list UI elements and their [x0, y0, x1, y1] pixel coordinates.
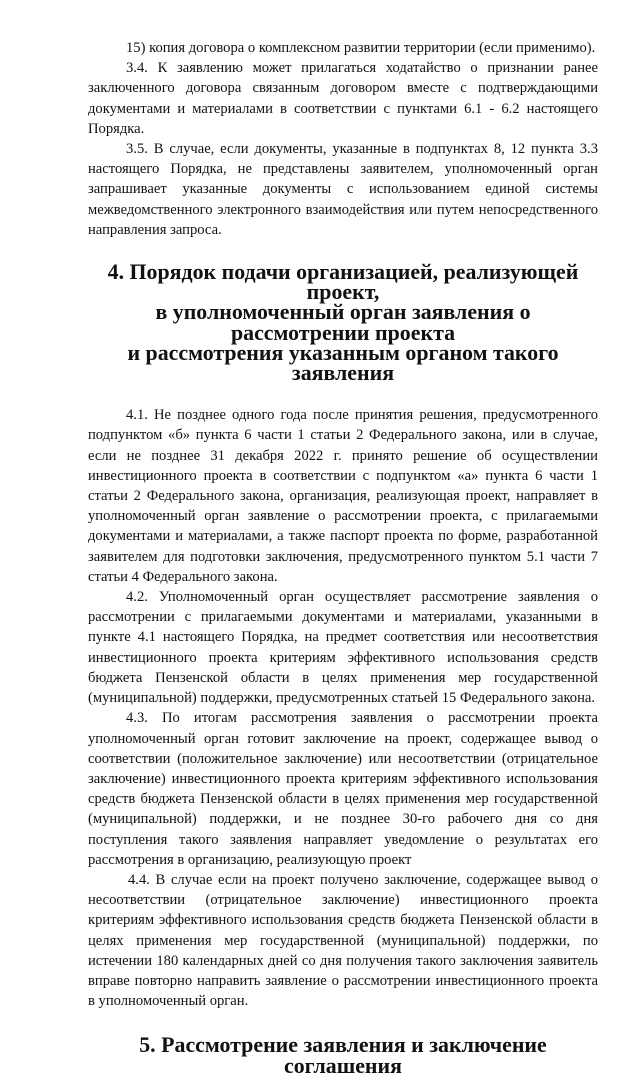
section-5-heading: 5. Рассмотрение заявления и заключение соглашения [139, 1032, 547, 1078]
paragraph-4-1: 4.1. Не позднее одного года после принятия решения, предусмотренного подпунктом «б» пункта 6 части 1 статьи 2 Федерального закона, или в случае, если не позднее 31 декабря 2022 г. принято решение об осуществлении инвестиционного проекта в соответствии с подпунктом «а» пункта 6 части 1 статьи 2 Федерального закона, организация, реализующая проект, направляет в уполномоченный орган заявление о рассмотрении проекта, с прилагаемыми документами и материалами, а также паспорт проекта по форме, разработанной заявителем для подготовки заключения, предусмотренного пунктом 5.1 части 7 статьи 4 Федерального закона. [88, 407, 598, 585]
paragraph-3-5: 3.5. В случае, если документы, указанные в подпунктах 8, 12 пункта 3.3 настоящего Порядка, не представлены заявителем, уполномоченный орган запрашивает указанные документы с использованием единой системы межведомственного электронного взаимодействия или путем непосредственного направления запроса. [88, 141, 598, 238]
paragraph-4-2: 4.2. Уполномоченный орган осуществляет рассмотрение заявления о рассмотрении с прилагаемыми документами и материалами, указанными в пункте 4.1 настоящего Порядка, на предмет соответствия или несоответствия инвестиционного проекта критериям эффективного использования средств бюджета Пензенской области в целях применения мер государственной (муниципальной) поддержки, предусмотренных статьей 15 Федерального закона. [88, 589, 598, 707]
document-page [88, 38, 598, 1076]
section-4-heading-line-2: в уполномоченный орган заявления о рассмотрении проекта [155, 299, 531, 345]
paragraph-4-4: 4.4. В случае если на проект получено заключение, содержащее вывод о несоответствии (отрицательное заключение) инвестиционного проекта критериям эффективного использования средств бюджета Пензенской области в целях применения мер государственной (муниципальной) поддержки, по истечении 180 календарных дней со дня получения такого заключения заявитель вправе повторно направить заявление о рассмотрении инвестиционного проекта в уполномоченный орган. [88, 871, 598, 1010]
section-4-heading-line-3: и рассмотрения указанным органом такого заявления [127, 339, 559, 386]
paragraph-4-3: 4.3. По итогам рассмотрения заявления о рассмотрении проекта уполномоченный орган готовит заключение на проект, содержащее вывод о соответствии (положительное заключение) или несоответствии (отрицательное заключение) инвестиционного проекта критериям эффективного использования средств бюджета Пензенской области в целях применения мер государственной (муниципальной) поддержки, и не позднее 30-го рабочего дня со дня поступления такого заявления направляет уведомление о результатах его рассмотрения в организацию, реализующую проект [88, 710, 598, 868]
section-4-heading [88, 259, 598, 386]
paragraph-3-4: 3.4. К заявлению может прилагаться ходатайство о признании ранее заключенного договора связанным договором вместе с подтверждающими документами и материалами в соответствии с пунктами 6.1 - 6.2 настоящего Порядка. [88, 60, 598, 137]
paragraph-item-15: 15) копия договора о комплексном развитии территории (если применимо). [126, 40, 596, 56]
section-4-heading-line-1: 4. Порядок подачи организацией, реализующей проект, [107, 259, 579, 305]
